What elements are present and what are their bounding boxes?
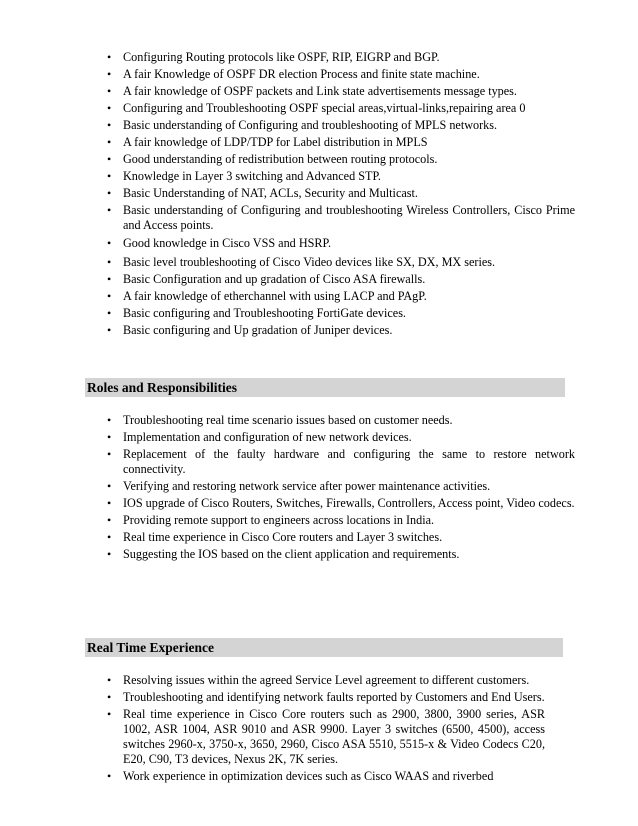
list-item: • Resolving issues within the agreed Service Level agreement to different customers. <box>107 673 545 688</box>
list-item: • Basic configuring and Up gradation of Juniper devices. <box>107 323 575 338</box>
list-item: • A fair knowledge of LDP/TDP for Label distribution in MPLS <box>107 135 575 150</box>
roles-list <box>107 413 575 562</box>
list-item: • Basic understanding of Configuring and troubleshooting Wireless Controllers, Cisco Prime and Access points. <box>107 203 575 233</box>
list-item: • Real time experience in Cisco Core routers such as 2900, 3800, 3900 series, ASR 1002, ASR 1004, ASR 9010 and ASR 9900. Layer 3 switches (6500, 4500), access switches 2960-x, 3750-x, 3650, 2960, Cisco ASA 5510, 5515-x & Video Codecs C20, E20, C90, T3 devices, Nexus 2K, 7K series. <box>107 707 545 767</box>
skills-list <box>107 50 575 338</box>
list-item: • Replacement of the faulty hardware and configuring the same to restore network connectivity. <box>107 447 575 477</box>
list-item: • Basic level troubleshooting of Cisco Video devices like SX, DX, MX series. <box>107 255 575 270</box>
section-heading-roles <box>85 378 565 397</box>
list-item: • Troubleshooting real time scenario issues based on customer needs. <box>107 413 575 428</box>
list-item: • Basic Understanding of NAT, ACLs, Security and Multicast. <box>107 186 575 201</box>
list-item: • Verifying and restoring network service after power maintenance activities. <box>107 479 575 494</box>
list-item: • Real time experience in Cisco Core routers and Layer 3 switches. <box>107 530 575 545</box>
list-item: • Suggesting the IOS based on the client application and requirements. <box>107 547 575 562</box>
list-item: • A fair knowledge of etherchannel with using LACP and PAgP. <box>107 289 575 304</box>
list-item: • Basic Configuration and up gradation of Cisco ASA firewalls. <box>107 272 575 287</box>
list-item: • Troubleshooting and identifying network faults reported by Customers and End Users. <box>107 690 545 705</box>
list-item: • A fair Knowledge of OSPF DR election Process and finite state machine. <box>107 67 575 82</box>
list-item: • Basic configuring and Troubleshooting FortiGate devices. <box>107 306 575 321</box>
section-heading-text: Real Time Experience <box>87 640 214 655</box>
section-heading-experience <box>85 638 563 657</box>
list-item: • Basic understanding of Configuring and troubleshooting of MPLS networks. <box>107 118 575 133</box>
section-heading-text: Roles and Responsibilities <box>87 380 238 395</box>
list-item: • Good understanding of redistribution between routing protocols. <box>107 152 575 167</box>
list-item: • Knowledge in Layer 3 switching and Advanced STP. <box>107 169 575 184</box>
list-item: • Configuring Routing protocols like OSPF, RIP, EIGRP and BGP. <box>107 50 575 65</box>
list-item: • Providing remote support to engineers across locations in India. <box>107 513 575 528</box>
list-item: • IOS upgrade of Cisco Routers, Switches, Firewalls, Controllers, Access point, Video codecs. <box>107 496 575 511</box>
experience-list <box>107 673 545 784</box>
list-item: • Implementation and configuration of new network devices. <box>107 430 575 445</box>
list-item: • Work experience in optimization devices such as Cisco WAAS and riverbed <box>107 769 545 784</box>
list-item: • Configuring and Troubleshooting OSPF special areas,virtual-links,repairing area 0 <box>107 101 575 116</box>
list-item: • A fair knowledge of OSPF packets and Link state advertisements message types. <box>107 84 575 99</box>
list-item: • Good knowledge in Cisco VSS and HSRP. <box>107 236 575 251</box>
